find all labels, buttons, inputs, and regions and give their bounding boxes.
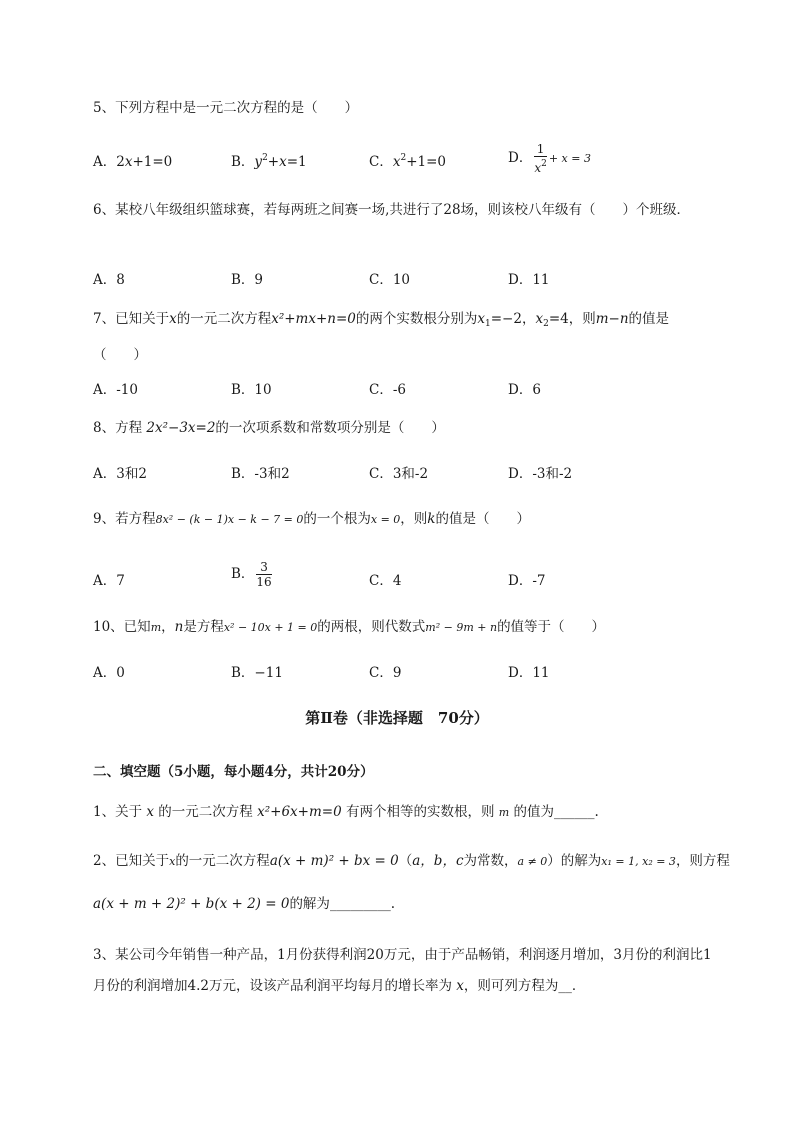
question-10-stem: 10、已知m，n是方程x² − 10x + 1 = 0的两根，则代数式m² − 9m + n的值等于（ ） <box>93 619 606 635</box>
question-10-option-d: D．11 <box>508 665 550 681</box>
question-10-option-a: A．0 <box>93 665 125 681</box>
question-9-option-d: D．-7 <box>508 573 546 589</box>
question-5-option-c: C．$x^2+1=0$ <box>369 153 447 170</box>
question-8-option-c: C．3和-2 <box>369 466 429 482</box>
question-10-options <box>93 661 713 701</box>
fill-question-3: 3、某公司今年销售一种产品，1月份获得利润20万元，由于产品畅销，利润逐月增加，3月份的利润比1月份的利润增加4.2万元，设该产品利润平均每月的增长率为 x，则可列方程为__． <box>93 940 713 1002</box>
question-5-option-a: A．2x+1=0 <box>93 154 173 170</box>
fill-question-2-line-1: 2、已知关于x的一元二次方程a(x + m)² + bx = 0（a，b，c为常数，a ≠ 0）的解为x₁ = 1, x₂ = 3，则方程 <box>93 853 730 869</box>
section-title: 第Ⅱ卷（非选择题 70分） <box>305 709 489 727</box>
question-5-option-d: D． $\frac{1}{x^2}$ + x = 3 <box>508 142 591 175</box>
answer-blank: ______ <box>554 804 595 820</box>
fraction: $\frac{1}{x^2}$ <box>534 142 547 175</box>
fraction: $\frac{3}{16}$ <box>256 560 272 589</box>
question-7-stem: 7、已知关于x的一元二次方程x²+mx+n=0的两个实数根分别为$x_1=-2$，$x_2=4$，则m−n的值是（ ） <box>93 311 670 363</box>
question-5-stem: 5、下列方程中是一元二次方程的是（ ） <box>93 100 359 116</box>
question-7-options <box>93 378 713 418</box>
question-6-stem: 6、某校八年级组织篮球赛，若每两班之间赛一场,共进行了28场，则该校八年级有（ ）个班级． <box>93 202 691 218</box>
question-9-options <box>93 560 713 609</box>
question-8-stem: 8、方程 2x²−3x=2的一次项系数和常数项分别是（ ） <box>93 420 445 436</box>
answer-blank: _________ <box>329 896 391 912</box>
question-5-options <box>93 142 713 190</box>
question-6-option-a: A．8 <box>93 272 125 288</box>
fill-question-2-line-2: a(x + m + 2)² + b(x + 2) = 0的解为_________. <box>93 891 713 917</box>
answer-blank: __ <box>558 978 572 994</box>
question-8-options <box>93 462 713 502</box>
part-two-heading: 二、填空题（5小题，每小题4分，共计20分） <box>93 764 374 780</box>
question-7-option-a: A．-10 <box>93 382 138 398</box>
question-9-option-a: A．7 <box>93 573 125 589</box>
question-9-option-c: C．4 <box>369 573 402 589</box>
question-7-option-b: B．10 <box>231 382 272 398</box>
question-7-option-d: D．6 <box>508 382 541 398</box>
question-9-option-b: B． $\frac{3}{16}$ <box>231 560 272 589</box>
question-6-option-b: B．9 <box>231 272 264 288</box>
question-5-option-b: B．$y^2+x=1$ <box>231 153 307 170</box>
question-6-options <box>93 268 713 308</box>
question-10-option-c: C．9 <box>369 665 402 681</box>
fill-question-1: 1、关于 x 的一元二次方程 x²+6x+m=0 有两个相等的实数根，则 m 的值为______. <box>93 799 713 826</box>
question-9-stem: 9、若方程8x² − (k − 1)x − k − 7 = 0的一个根为x = 0，则k的值是（ ） <box>93 511 530 527</box>
question-8-option-b: B．-3和2 <box>231 466 290 482</box>
question-8-option-a: A．3和2 <box>93 466 147 482</box>
question-7-option-c: C．-6 <box>369 382 406 398</box>
question-6-option-c: C．10 <box>369 272 411 288</box>
question-6-option-d: D．11 <box>508 272 550 288</box>
question-10-option-b: B．−11 <box>231 665 283 681</box>
question-8-option-d: D．-3和-2 <box>508 466 573 482</box>
